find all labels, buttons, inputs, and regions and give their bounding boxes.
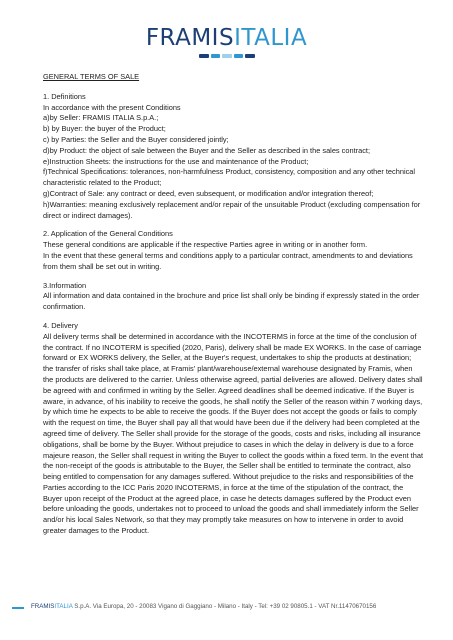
logo-text-italia: ITALIA xyxy=(234,25,308,51)
section-heading-delivery: 4. Delivery xyxy=(43,320,78,330)
footer-company-info xyxy=(31,602,376,612)
delivery-paragraph: All delivery terms shall be determined in accordance with the INCOTERMS in force at the time of the conclusion of the contract. If no INCOTERM is specified (2020, Paris), delivery shall be made EX WORKS. In the case of carriage forward or EX WORKS delivery, the Seller, at the Buyer's request, undertakes to ship the products at destination; the transfer of risks shall take place, at Framis' plant/warehouse/external warehouse designated by Framis, when the products are delivered to the carrier. Unless otherwise agreed, partial deliveries are allowed. Delivery dates shall be agreed with and confirmed in writing by the Seller. Agreed deadlines shall be deemed indicative. If the Buyer is aware, in advance, of his inability to receive the goods, he shall notify the Seller of the reason within 7 working days, by which time he expects to be able to receive the goods. If the Buyer does not accept the goods or fails to comply with the request on time, the Buyer shall pay all that would have been due if the delivery had been completed at the agreed time of delivery. The Seller shall provide for the storage of the goods, costs and risks, including all insurance obligations, shall be borne by the Buyer. Without prejudice to cases in which the delay in delivery is due to a force majeure reason, the Seller shall request in writing the Buyer to collect the goods within a fixed term. In the event that the non-receipt of the goods is attributable to the Buyer, the Seller shall be entitled to terminate the contract, also being entitled to compensation for any damages suffered. Without prejudice to the risks and responsibilities of the Parties according to the ICC Paris 2020 INCOTERMS, in force at the time of the stipulation of the contract, the Buyer upon receipt of the Product at the agreed place, in case he detects damages suffered by the Product even before unloading the goods, undertakes not to proceed to unload the goods and shall immediately inform the Seller and/or his local Sales Network, so that they may promptly take measures on how to intervene in order to avoid greater damages to the Product. xyxy=(43,331,424,536)
definition-line: e)Instruction Sheets: the instructions for the use and maintenance of the Product; xyxy=(43,156,309,166)
section-heading-application: 2. Application of the General Conditions xyxy=(43,229,173,239)
logo-bar-segment xyxy=(245,54,255,58)
footer-address: S.p.A. Via Europa, 20 - 20083 Vigano di Gaggiano - Milano - Italy - Tel: +39 02 90805.1 - VAT Nr.11470670156 xyxy=(72,603,377,610)
logo-color-bar xyxy=(199,54,255,58)
footer-accent-rule xyxy=(12,607,24,609)
definition-line: d)by Product: the object of sale between the Buyer and the Seller as described in the sales contract; xyxy=(43,145,371,155)
definition-line: c) by Parties: the Seller and the Buyer considered jointly; xyxy=(43,134,229,144)
information-paragraph: All information and data contained in the brochure and price list shall only be binding if expressly stated in the order confirmation. xyxy=(43,291,420,312)
section-heading-information: 3.Information xyxy=(43,280,87,290)
logo-bar-segment xyxy=(234,54,244,58)
definition-line: b) by Buyer: the buyer of the Product; xyxy=(43,124,166,134)
definition-line: a)by Seller: FRAMIS ITALIA S.p.A.; xyxy=(43,113,159,123)
logo-bar-segment xyxy=(199,54,209,58)
section-heading-definitions: 1. Definitions xyxy=(43,91,86,101)
page-footer xyxy=(0,601,453,617)
footer-brand-italia: ITALIA xyxy=(54,603,73,610)
application-paragraph: In the event that these general terms and conditions apply to a particular contract, amendments to and deviations from them shall be set out in writing. xyxy=(43,250,413,271)
footer-brand-framis: FRAMIS xyxy=(31,603,55,610)
definitions-list xyxy=(43,103,423,222)
company-logo xyxy=(0,25,453,51)
definition-line: g)Contract of Sale: any contract or deed, even subsequent, or modification and/or integration thereof; xyxy=(43,188,374,198)
document-title: GENERAL TERMS OF SALE xyxy=(43,72,140,81)
definition-line: h)Warranties: meaning exclusively replacement and/or repair of the unsuitable Product (excluding compensation for direct or indirect damages). xyxy=(43,199,421,220)
logo-text-framis: FRAMIS xyxy=(145,25,235,51)
definition-line: f)Technical Specifications: tolerances, non-harmfulness Product, consistency, composition and any other technical characteristic related to the Product; xyxy=(43,167,416,188)
document-body xyxy=(43,70,423,537)
definition-line: In accordance with the present Conditions xyxy=(43,102,181,112)
application-paragraph: These general conditions are applicable if the respective Parties agree in writing or in another form. xyxy=(43,240,368,250)
logo-bar-segment xyxy=(211,54,221,58)
logo-bar-segment xyxy=(222,54,232,58)
